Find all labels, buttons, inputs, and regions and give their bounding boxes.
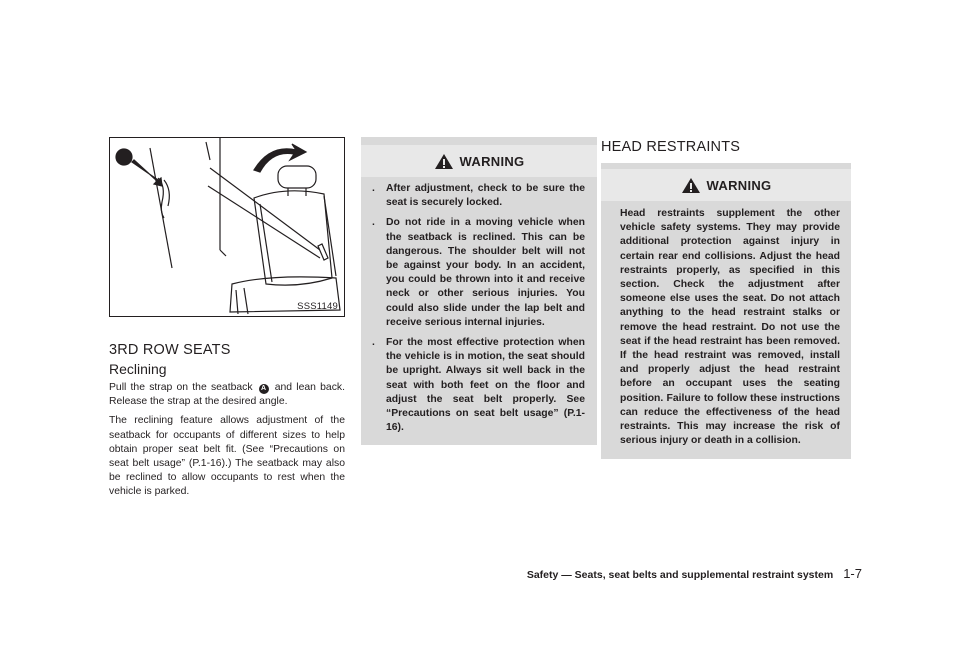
warning-item: . For the most effective protection when the vehicle is in motion, the seat should be upright. Always sit well back in the seat with both feet on the floor and adjust the seat belt properly. See “Precautions on seat belt usage” (P.1-16). — [372, 337, 585, 434]
reclining-paragraph-1: Pull the strap on the seatback A and lean back. Release the strap at the desired angle. — [109, 382, 345, 408]
warning-item: . After adjustment, check to be sure the seat is securely locked. — [372, 183, 585, 209]
page-number: 1-7 — [843, 566, 862, 581]
warning-list — [371, 182, 585, 441]
warning-triangle-icon — [681, 177, 701, 194]
warning-triangle-icon — [434, 153, 454, 170]
warning-label: WARNING — [459, 153, 525, 169]
reclining-paragraph-2: The reclining feature allows adjustment of the seatback for occupants of different sizes to help obtain proper seat belt fit. (See “Precautions on seat belt usage” (P.1-16).) The seatback may also be reclined to allow occupants to rest when the vehicle is parked. — [109, 415, 345, 498]
seat-recline-illustration — [109, 137, 345, 317]
warning-item: . Do not ride in a moving vehicle when the seatback is reclined. This can be dangerous. The shoulder belt will not be against your body. In an accident, you could be thrown into it and receive neck or other serious injuries. You could also slide under the lap belt and receive serious internal injuries. — [372, 217, 585, 328]
warning-header — [601, 169, 851, 201]
footer-title: Safety — Seats, seat belts and supplemental restraint system — [526, 569, 834, 581]
callout-a-icon: A — [259, 384, 269, 394]
warning-box-reclining — [361, 137, 597, 445]
reclining-body — [109, 381, 345, 505]
page-footer — [527, 566, 862, 581]
seat-drawing — [110, 138, 343, 315]
warning-label: WARNING — [706, 177, 772, 193]
section-title-head-restraints: HEAD RESTRAINTS — [601, 139, 741, 155]
head-restraint-warning-text: Head restraints supplement the other vehicle safety systems. They may provide additional protection against injury in certain rear end collisions. Adjust the head restraints properly, as specified in this section. Check the adjustment after someone else uses the seat. Do not attach anything to the head restraint stalks or remove the head restraint. Do not use the seat if the head restraint has been removed. If the head restraint was removed, install and properly adjust the head restraint before an occupant uses the seating position. Failure to follow these instructions can reduce the effectiveness of the head restraints. This may increase the risk of serious injury or death in a collision. — [620, 208, 840, 447]
pull-arrow-icon — [132, 160, 162, 186]
section-title-3rd-row-seats: 3RD ROW SEATS — [109, 342, 231, 358]
subsection-title-reclining: Reclining — [109, 361, 167, 377]
warning-header — [361, 145, 597, 177]
callout-badge-a — [116, 149, 132, 165]
recline-arrow-icon — [254, 144, 306, 172]
warning-box-head-restraints — [601, 163, 851, 459]
figure-code: SSS1149 — [297, 301, 338, 312]
